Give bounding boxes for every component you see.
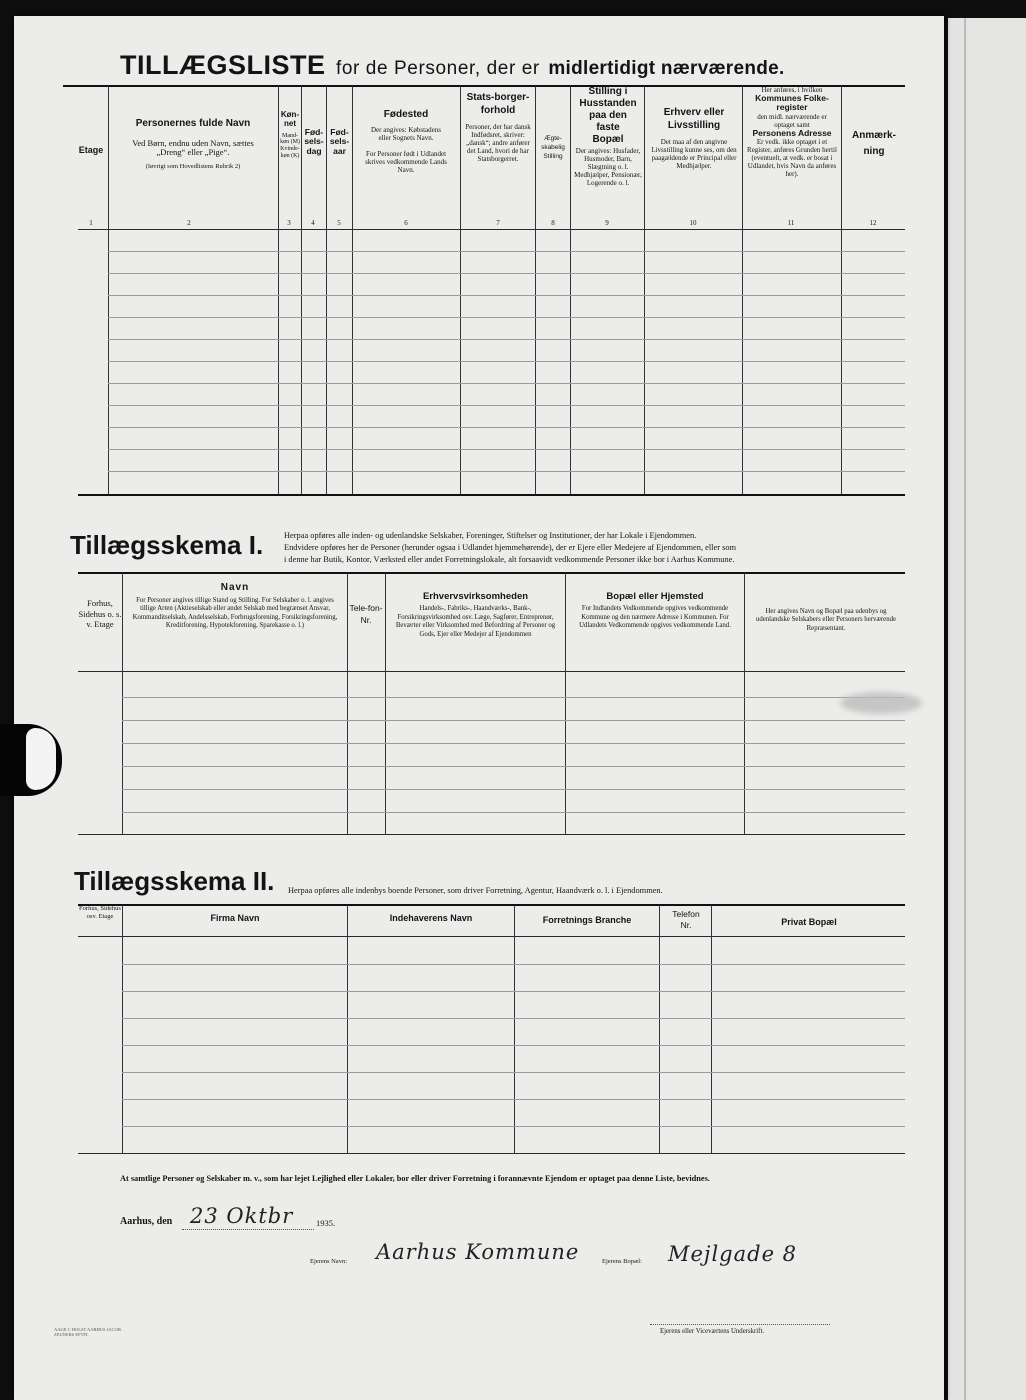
skema1-intro-line: Herpaa opføres alle inden- og udenlandske Selskaber, Foreninger, Stiftelser og Institutioner, der har Lokale i Ejendommen. [284, 531, 697, 540]
col-remarks-header: Anmærk-ning [852, 130, 896, 157]
col-number: 3 [287, 219, 291, 227]
skema1-col-name [124, 582, 346, 631]
col-name-title: Personernes fulde Navn [135, 118, 251, 129]
main-col-divider [460, 86, 461, 494]
main-row-line [108, 273, 905, 274]
skema1-col-divider [565, 573, 566, 834]
skema1-col-name-title: Navn [220, 582, 250, 593]
skema2-row-line [122, 1072, 905, 1073]
skema1-col-floor: Forhus, Sidehus o. s. v. Etage [78, 598, 122, 630]
main-col-divider [352, 86, 353, 494]
skema2-col-floor: Forhus, Sidehus osv. Etage [79, 905, 121, 921]
skema1-col-representative: Her angives Navn og Bopæl paa udenbys og udenlandske Selskabers eller Personers herværende Repræsentant. [755, 608, 897, 632]
skema1-intro-line: Endvidere opføres her de Personer (herunder ogsaa i Udlandet hjemmehørende), der er Ejere eller Medejere af Ejendommen, eller som [284, 543, 737, 553]
col-birthday-header: Fød-sels-dag [304, 128, 324, 156]
col-number: 5 [337, 219, 341, 227]
col-marital-header: Ægte-skabelig Stilling [541, 135, 565, 161]
main-row-line [108, 339, 905, 340]
signature-label: Ejerens eller Viceværtens Underskrift. [660, 1328, 765, 1335]
skema2-header-rule [78, 936, 905, 937]
skema1-col-name-note: For Personer angives tillige Stand og Stilling. For Selskaber o. l. angives tillige Arten (Aktieselskab eller andet Selskab med begrænset Ansvar, Kommanditselskab, Andelsselskab, Forbrugsforening, Forsikringsforening, Kreditforening, Hypotekforening, Sparekasse o. l.) [132, 597, 338, 630]
main-col-divider [108, 86, 109, 494]
col-citizenship-title: Stats-borger-forhold [466, 92, 530, 116]
owner-address-label: Ejerens Bopæl: [602, 1258, 642, 1265]
skema1-row-line [122, 812, 905, 813]
list-title [120, 50, 920, 84]
skema1-col-divider [744, 573, 745, 834]
main-table-header-rule [78, 229, 905, 230]
skema2-row-line [122, 964, 905, 965]
main-row-line [108, 251, 905, 252]
skema1-row-line [122, 766, 905, 767]
skema2-col-divider [122, 905, 123, 1153]
skema1-intro-line: i denne har Butik, Kontor, Værksted eller andet Forretningslokale, alt forsaavidt vedkommende Personer ikke bor i Aarhus Kommune. [284, 555, 735, 565]
col-household-header [572, 86, 644, 187]
col-register-note: Er vedk. ikke optaget i et Register, anføres Grunden hertil (eventuelt, at vedk. er bosat i Udlandet, hvis Navn da anføres her). [747, 138, 837, 179]
skema1-col-residence-note: For Indlandets Vedkommende opgives vedkommende Kommune og den nærmere Adresse i Kommunen. For Udlandets Vedkommende opgives vedkommende Land. [579, 605, 731, 630]
col-register-mid: den midl. nærværende er optaget samt [757, 112, 827, 129]
skema2-col-owner: Indehaverens Navn [389, 914, 473, 923]
skema2-title: Tillægsskema II. [74, 866, 275, 896]
main-row-line [108, 427, 905, 428]
skema2-row-line [122, 1126, 905, 1127]
skema2-col-divider [514, 905, 515, 1153]
skema2-top-rule [78, 904, 905, 906]
col-citizenship-note: Personer, der har dansk Indfødsret, skriver: „dansk“; andre anfører det Land, hvori de har Statsborgerret. [465, 123, 531, 164]
skema2-row-line [122, 1045, 905, 1046]
col-number: 8 [551, 219, 555, 227]
col-occupation-title: Erhverv eller Livsstilling [663, 107, 725, 131]
census-form-page [14, 16, 944, 1400]
col-birthplace-title: Fødested [383, 109, 429, 120]
col-household-title2: Bopæl [592, 134, 624, 145]
skema2-col-branch: Forretnings Branche [542, 916, 632, 925]
col-number: 1 [89, 219, 93, 227]
main-col-divider [644, 86, 645, 494]
col-register-title: Kommunes Folke-register [755, 93, 829, 113]
main-row-line [108, 317, 905, 318]
list-title-bold: midlertidigt nærværende. [548, 58, 785, 79]
col-name-note: Ved Børn, endnu uden Navn, sættes „Dreng“ eller „Pige“. [132, 138, 254, 158]
skema1-col-business-note: Handels-, Fabriks-, Haandværks-, Bank-, Forsikringsvirksomhed osv. Læge, Sagfører, Entreprenør, Beværter eller Virksomhed med Befordring af Personer og Gods, Ejer eller Medejer af Ejendommen [395, 605, 556, 638]
col-register-title2: Personens Adresse [752, 127, 832, 138]
declaration-text: At samtlige Personer og Selskaber m. v., som har lejet Lejlighed eller Lokaler, bor eller driver Forretning i forannævnte Ejendom er optaget paa denne Liste, bevidnes. [120, 1174, 710, 1183]
skema1-col-residence [567, 592, 743, 631]
col-sex-note: Mand-køn (M) Kvinde-køn (K) [280, 132, 300, 160]
skema2-intro: Herpaa opføres alle indenbys boende Personer, som driver Forretning, Agentur, Haandværk o. l. i Ejendommen. [288, 886, 663, 895]
signature-dotted-line [650, 1324, 830, 1325]
col-register-header [743, 86, 841, 178]
main-row-line [108, 405, 905, 406]
col-etage-header: Etage [78, 146, 104, 155]
col-occupation-note: Det maa af den angivne Livsstilling kunne ses, om den paagældende er Principal eller Medhjælper. [651, 138, 737, 171]
main-row-line [108, 383, 905, 384]
col-number: 12 [869, 219, 877, 227]
skema1-col-business-title: Erhvervsvirksomheden [422, 592, 529, 602]
skema1-row-line [122, 789, 905, 790]
skema1-top-rule [78, 572, 905, 574]
date-dotted-line [182, 1229, 314, 1230]
col-birthplace-note: Der angives: Købstadens eller Sognets Navn. [371, 126, 441, 143]
handwritten-date: 23 Oktbr [190, 1204, 294, 1228]
printer-imprint: AAGE C HOLST AARHUS JACOB ZEUNERS EFTFL [54, 1327, 121, 1338]
list-title-rest: for de Personer, der er [335, 58, 540, 79]
skema1-col-residence-title: Bopæl eller Hjemsted [606, 592, 704, 602]
col-household-note: Der angives: Husfader, Husmoder, Barn, Slægtning o. l. Medhjælper, Pensionær, Logerende o. l. [574, 147, 642, 188]
col-number: 9 [605, 219, 609, 227]
main-col-divider [301, 86, 302, 494]
skema2-col-divider [659, 905, 660, 1153]
col-number: 10 [689, 219, 697, 227]
main-col-divider [326, 86, 327, 494]
col-name-header [110, 118, 276, 170]
skema2-col-phone: Telefon Nr. [672, 909, 700, 931]
skema1-row-line [122, 697, 905, 698]
skema1-col-business [387, 592, 564, 639]
main-row-line [108, 449, 905, 450]
date-place-label: Aarhus, den [120, 1216, 173, 1227]
date-year: 1935. [316, 1218, 336, 1228]
skema2-row-line [122, 991, 905, 992]
main-col-divider [841, 86, 842, 494]
owner-name-label: Ejerens Navn: [310, 1258, 348, 1265]
col-number: 6 [404, 219, 408, 227]
skema2-col-divider [711, 905, 712, 1153]
ink-smudge [840, 692, 922, 714]
col-sex-title: Køn-net [280, 111, 300, 128]
main-row-line [108, 361, 905, 362]
col-register-pre: Her anføres, i hvilken [761, 86, 823, 94]
skema1-col-divider [385, 573, 386, 834]
skema2-col-private-address: Privat Bopæl [781, 918, 837, 927]
col-number: 11 [787, 219, 795, 227]
col-birthplace-header [354, 109, 458, 174]
handwritten-owner-address: Mejlgade 8 [668, 1242, 798, 1266]
adjacent-page-edge [948, 18, 1026, 1400]
skema1-header-rule [78, 671, 905, 672]
skema2-col-firm: Firma Navn [210, 914, 260, 923]
col-occupation-header [646, 106, 742, 170]
page-fold [964, 18, 966, 1400]
skema2-row-line [122, 1099, 905, 1100]
col-citizenship-header [462, 92, 534, 163]
col-number: 2 [187, 219, 191, 227]
skema2-bottom-rule [78, 1153, 905, 1154]
main-col-divider [570, 86, 571, 494]
col-name-note2: (Iøvrigt som Hovedlistens Rubrik 2) [145, 162, 241, 170]
col-birthplace-note2: For Personer født i Udlandet skrives vedkommende Lands Navn. [365, 150, 447, 175]
list-title-big: TILLÆGSLISTE [120, 50, 326, 80]
col-sex-header [279, 111, 301, 160]
handwritten-owner-name: Aarhus Kommune [376, 1240, 580, 1264]
skema1-bottom-rule [78, 834, 905, 835]
skema1-col-divider [122, 573, 123, 834]
col-number: 7 [496, 219, 500, 227]
col-number: 4 [311, 219, 315, 227]
skema1-title: Tillægsskema I. [70, 530, 264, 560]
binder-clip-highlight [26, 728, 56, 790]
skema1-row-line [122, 720, 905, 721]
col-birthyear-header: Fød-sels-aar [329, 128, 350, 156]
skema2-row-line [122, 1018, 905, 1019]
skema1-row-line [122, 743, 905, 744]
main-table-bottom-rule [78, 494, 905, 496]
skema2-col-divider [347, 905, 348, 1153]
col-household-title: Stilling i Husstanden paa den faste [579, 86, 637, 133]
main-row-line [108, 295, 905, 296]
skema1-col-phone: Tele-fon-Nr. [349, 603, 383, 626]
main-row-line [108, 471, 905, 472]
skema1-intro [284, 530, 914, 567]
